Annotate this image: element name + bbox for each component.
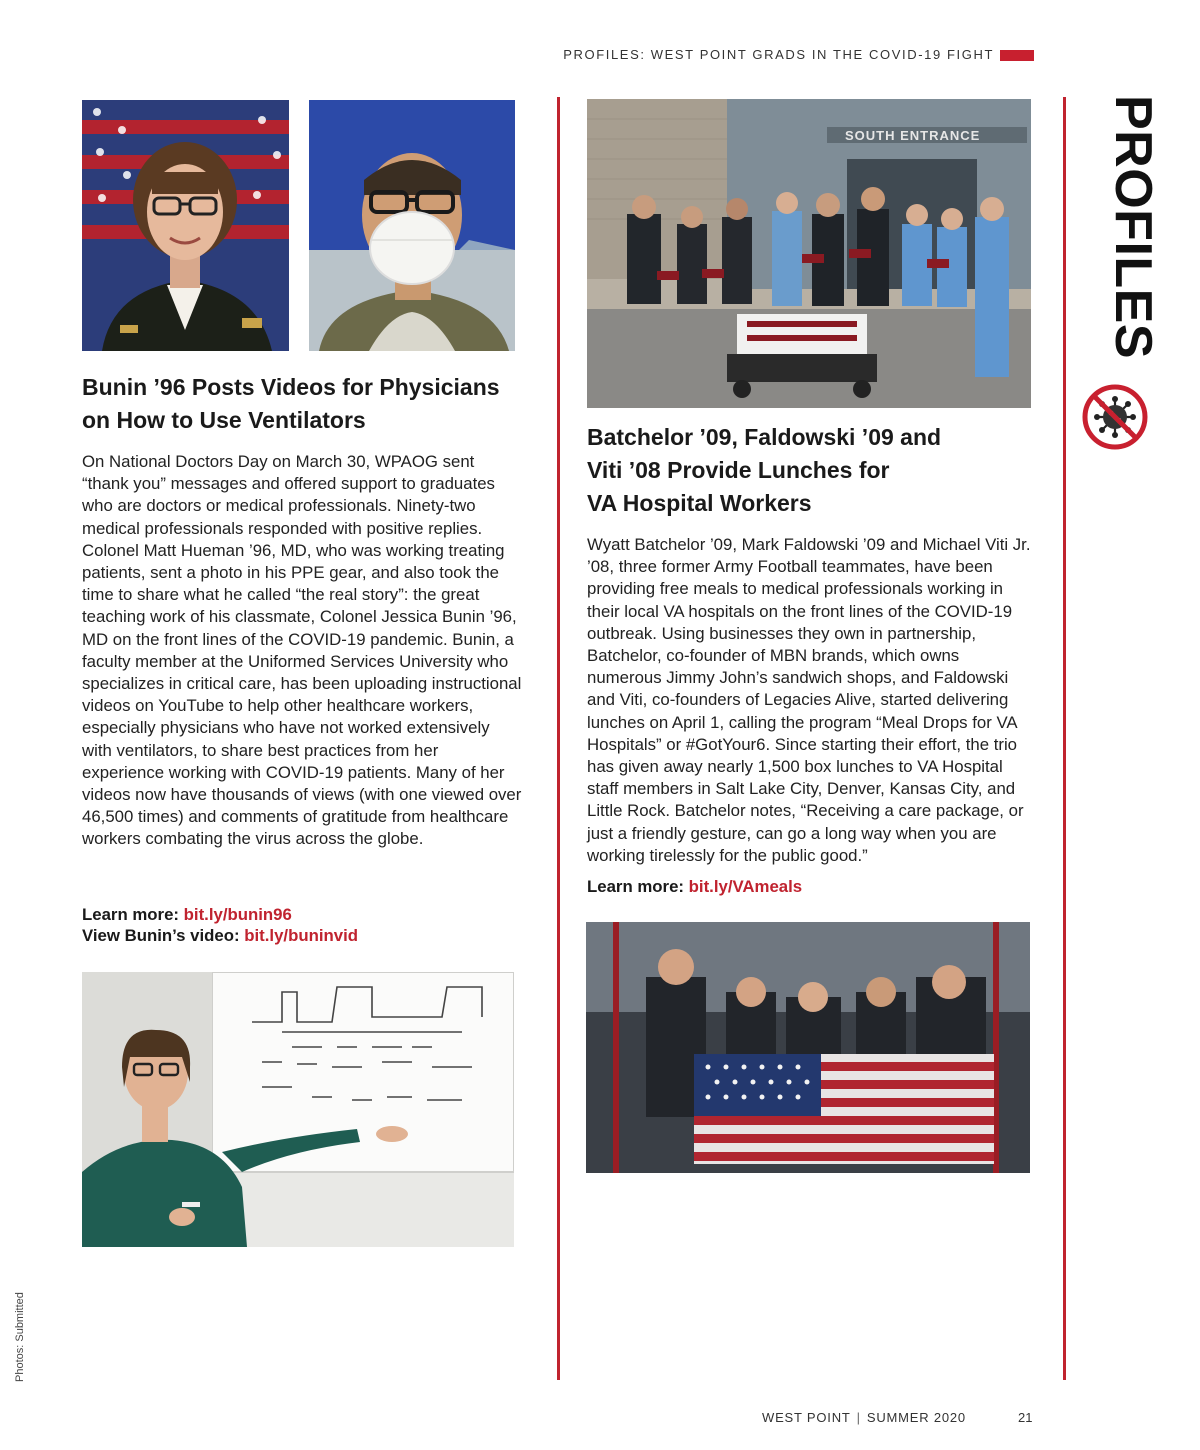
- left-headline: Bunin ’96 Posts Videos for Physicians on How to Use Ventilators: [82, 374, 500, 433]
- learn-more-label: Learn more:: [82, 905, 179, 924]
- header-accent-bar: [1000, 50, 1034, 61]
- running-header: PROFILES: WEST POINT GRADS IN THE COVID-19 FIGHT: [563, 47, 994, 62]
- right-headline-line-2: Viti ’08 Provide Lunches for: [587, 457, 890, 483]
- column-divider: [557, 97, 560, 1380]
- left-video-link-line: [82, 925, 522, 946]
- right-body-text: Wyatt Batchelor ’09, Mark Faldowski ’09 and Michael Viti Jr. ’08, three former Army Football teammates, have been providing free meals to medical professionals working in their local VA hospitals on the front lines of the COVID-19 outbreak. Using businesses they own in partnership, Batchelor, co-founder of MBN brands, which owns numerous Jimmy John’s sandwich shops, and Faldowski and Viti, co-founders of Legacies Alive, started delivering lunches on April 1, calling the program “Meal Drops for VA Hospitals” or #GotYour6. Since starting their effort, the trio has given away nearly 1,500 box lunches to VA Hospital staff members in Salt Lake City, Denver, Kansas City, and Little Rock. Batchelor notes, “Receiving a care package, or just a friendly gesture, can go a long way when you are working tirelessly for the public good.”: [587, 535, 1031, 865]
- photo-va-hospital-group: [587, 99, 1031, 408]
- right-headline-line-3: VA Hospital Workers: [587, 490, 812, 516]
- right-headline: [587, 421, 1047, 520]
- right-headline-line-1: Batchelor ’09, Faldowski ’09 and: [587, 424, 942, 450]
- footer-publication-line: [762, 1410, 966, 1425]
- photo-flag-group: [586, 922, 1030, 1173]
- video-label: View Bunin’s video:: [82, 926, 240, 945]
- footer-issue: SUMMER 2020: [866, 1410, 966, 1425]
- photo-whiteboard-lecture: [82, 972, 514, 1247]
- no-virus-icon: [1081, 383, 1149, 451]
- photo-credit-text: Photos: Submitted: [14, 1292, 26, 1382]
- footer-separator: |: [856, 1410, 861, 1425]
- right-learn-more-label: Learn more:: [587, 877, 684, 896]
- footer-publication: WEST POINT: [762, 1410, 851, 1425]
- photo-bunin-portrait: [82, 100, 289, 351]
- left-learn-more: [82, 904, 522, 925]
- learn-more-link[interactable]: bit.ly/bunin96: [183, 905, 292, 924]
- page-number: 21: [1018, 1410, 1033, 1425]
- left-body-text: On National Doctors Day on March 30, WPAOG sent “thank you” messages and offered support to graduates who are doctors or medical professionals. Ninety-two medical professionals responded with positive replies. Colonel Matt Hueman ’96, MD, who was working treating patients, sent a photo in his PPE gear, and also took the time to share what he called “the real story”: the great teaching work of his classmate, Colonel Jessica Bunin ’96, MD on the front lines of the COVID-19 pandemic. Bunin, a faculty member at the Uniformed Services University who specializes in critical care, has been uploading instructional videos on YouTube to help other healthcare workers, especially physicians who have not worked extensively with ventilators, to share best practices from her experience working with COVID-19 patients. Many of her videos now have thousands of views (with one viewed over 46,500 times) and comments of gratitude from healthcare workers combating the virus across the globe.: [82, 452, 522, 849]
- right-learn-more: [587, 876, 1037, 897]
- photo-hueman-ppe: [309, 100, 515, 351]
- right-learn-more-link[interactable]: bit.ly/VAmeals: [688, 877, 803, 896]
- side-tab-title: PROFILES: [1104, 95, 1162, 360]
- hospital-sign-text: SOUTH ENTRANCE: [845, 128, 981, 143]
- side-tab-divider: [1063, 97, 1066, 1380]
- video-link[interactable]: bit.ly/buninvid: [244, 926, 358, 945]
